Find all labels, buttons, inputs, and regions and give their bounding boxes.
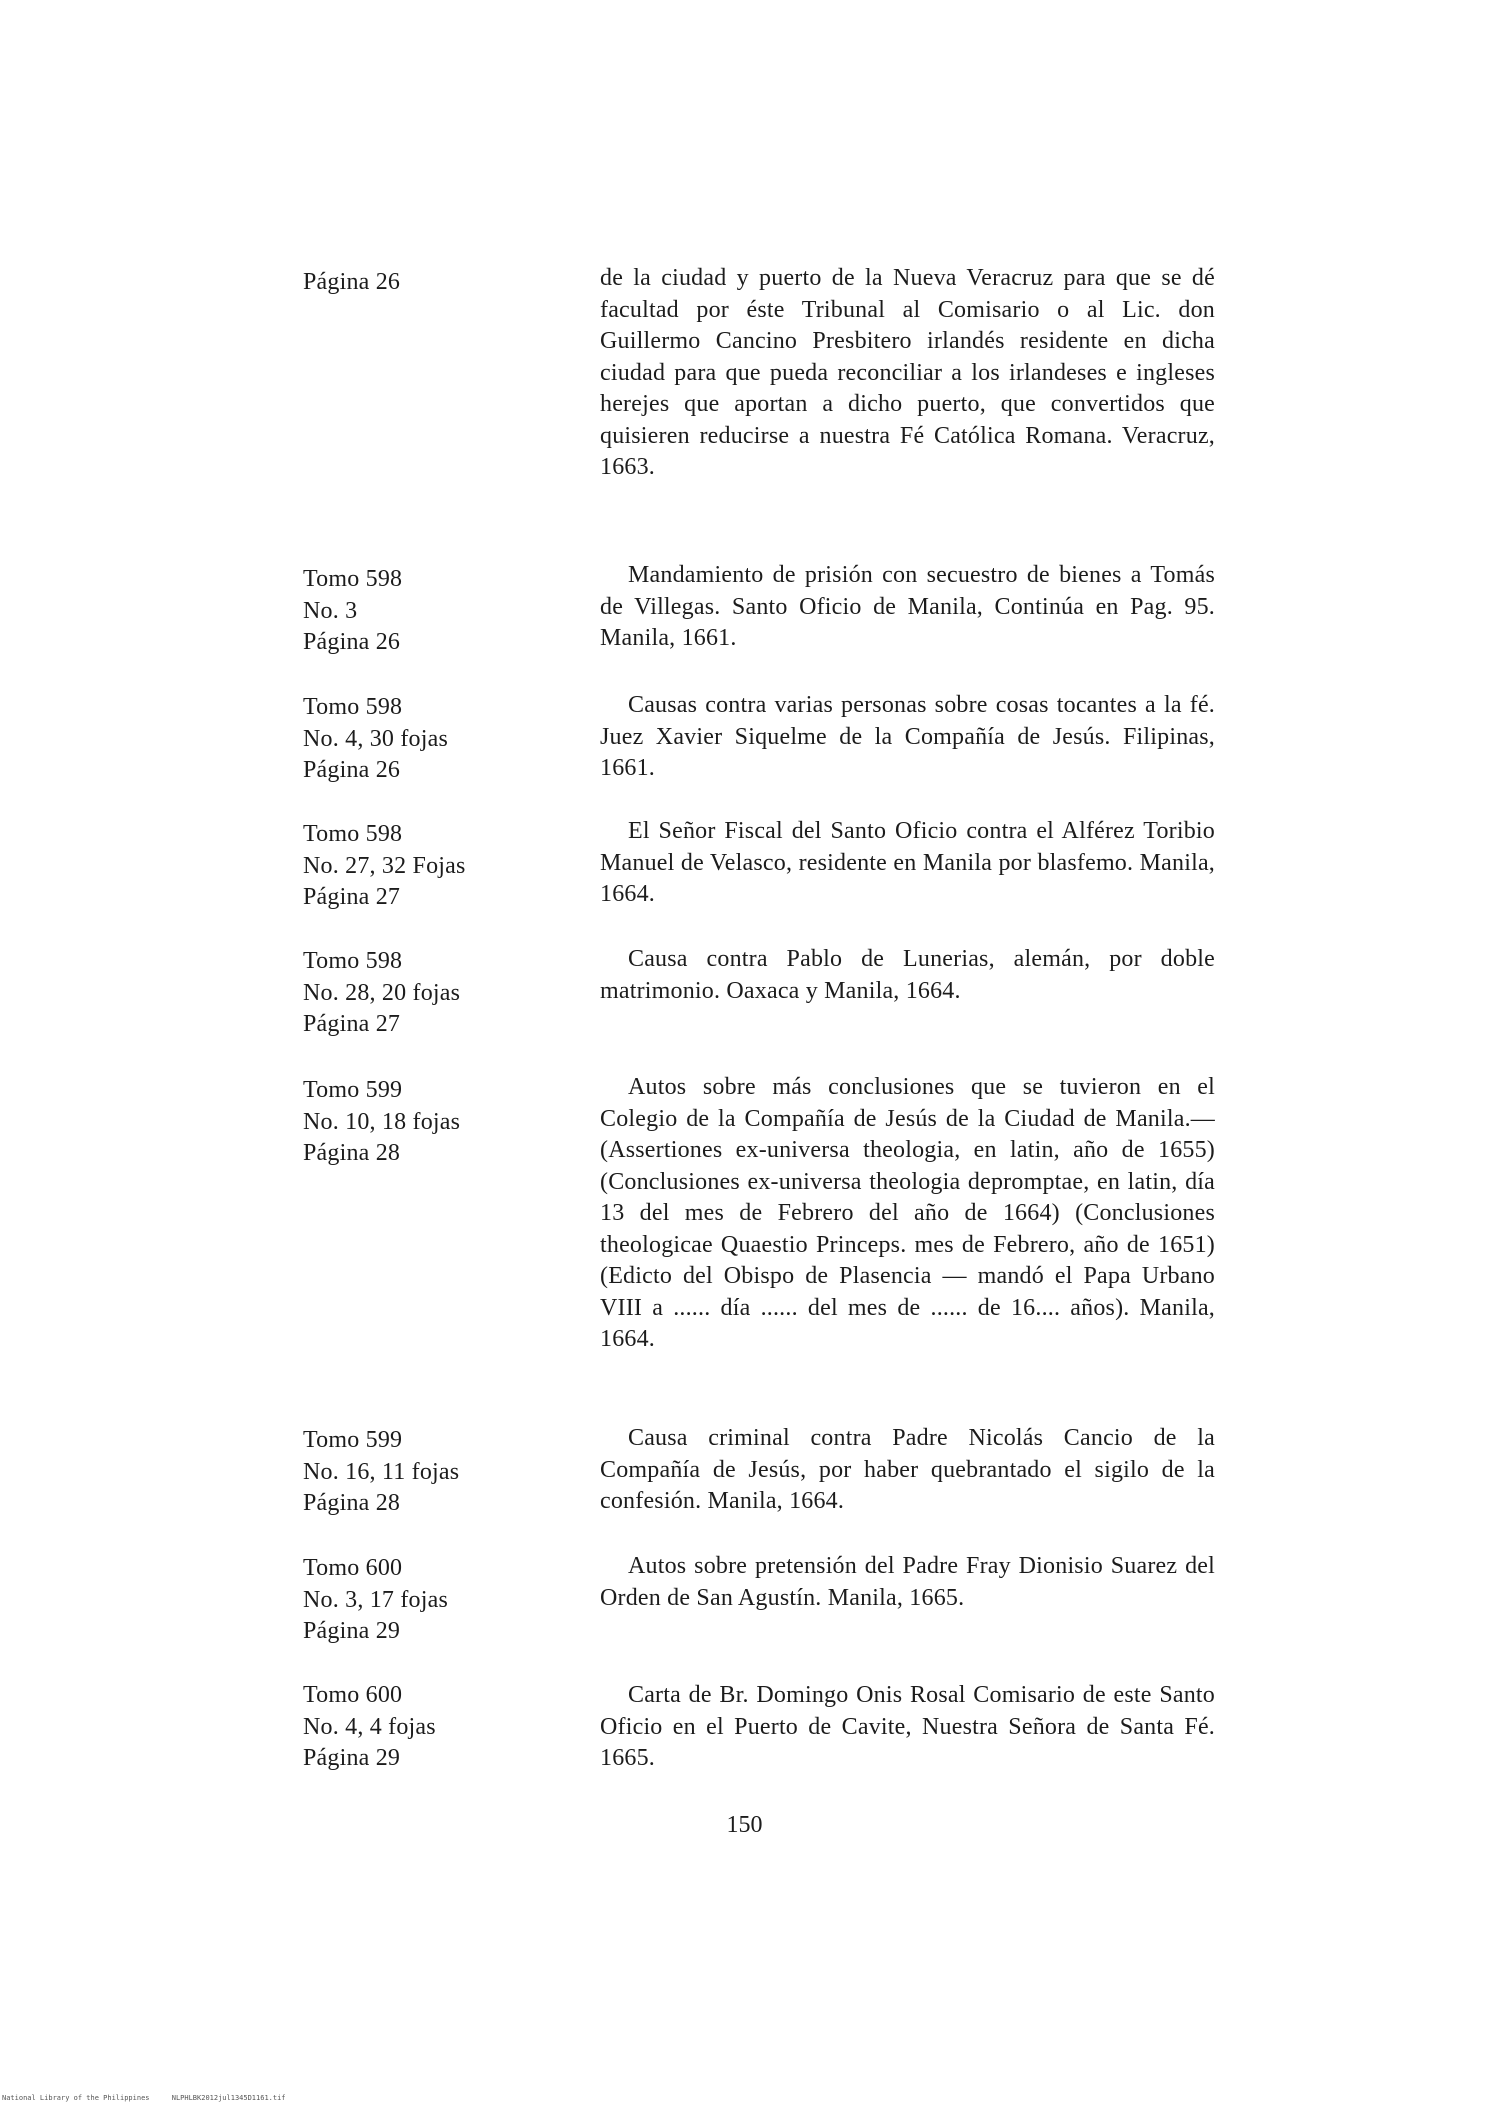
entry-description xyxy=(600,1551,1215,1614)
reference-line: No. 16, 11 fojas xyxy=(303,1458,460,1485)
reference-line: No. 27, 32 Fojas xyxy=(303,852,466,879)
page-number: 150 xyxy=(726,1812,763,1838)
entry-reference xyxy=(303,946,563,1041)
description-text: El Señor Fiscal del Santo Oficio contra el Alférez Toribio Manuel de Velasco, residente en Manila por blasfemo. Manila, 1664. xyxy=(600,818,1215,907)
reference-line: No. 4, 30 fojas xyxy=(303,725,448,752)
entry-reference xyxy=(303,1075,563,1170)
entry-reference xyxy=(303,1553,563,1648)
reference-line: No. 3, 17 fojas xyxy=(303,1586,448,1613)
reference-line: Página 28 xyxy=(303,1490,401,1516)
reference-line: Página 29 xyxy=(303,1745,401,1771)
reference-line: Tomo 600 xyxy=(303,1682,403,1708)
entry-description xyxy=(600,944,1215,1007)
reference-line: Página 26 xyxy=(303,269,401,295)
footer-file: NLPHLBK2012jul1345D1161.tif xyxy=(171,2094,286,2102)
reference-line: Página 29 xyxy=(303,1618,401,1644)
reference-line: Página 27 xyxy=(303,1011,401,1037)
reference-line: Página 26 xyxy=(303,629,401,655)
entry-reference xyxy=(303,1425,563,1520)
entry-description xyxy=(600,263,1215,484)
description-text: Causas contra varias personas sobre cosas tocantes a la fé. Juez Xavier Siquelme de la Compañía de Jesús. Filipinas, 1661. xyxy=(600,692,1215,781)
reference-line: No. 4, 4 fojas xyxy=(303,1713,436,1740)
reference-line: Tomo 598 xyxy=(303,694,403,720)
entry-description xyxy=(600,1423,1215,1518)
reference-line: Tomo 598 xyxy=(303,948,403,974)
entry-description xyxy=(600,560,1215,655)
description-text: Carta de Br. Domingo Onis Rosal Comisario de este Santo Oficio en el Puerto de Cavite, Nuestra Señora de Santa Fé. 1665. xyxy=(600,1682,1215,1771)
entry-reference xyxy=(303,819,563,914)
entry-description xyxy=(600,1680,1215,1775)
entry-reference xyxy=(303,1680,563,1775)
entry-description xyxy=(600,816,1215,911)
entry-description xyxy=(600,1072,1215,1356)
reference-line: Tomo 598 xyxy=(303,821,403,847)
reference-line: Tomo 599 xyxy=(303,1427,403,1453)
description-text: Autos sobre más conclusiones que se tuvieron en el Colegio de la Compañía de Jesús de la Ciudad de Manila.—(Assertiones ex-universa theologia, en latin, año de 1655) (Conclusiones ex-universa theologia depromptae, en latin, día 13 del mes de Febrero del año de 1664) (Conclusiones theologicae Quaestio Princeps. mes de Febrero, año de 1651) (Edicto del Obispo de Plasencia — mandó el Papa Urbano VIII a ...... día ...... del mes de ...... de 16.... años). Manila, 1664. xyxy=(600,1074,1215,1352)
entry-description xyxy=(600,690,1215,785)
reference-line: Página 26 xyxy=(303,757,401,783)
description-text: de la ciudad y puerto de la Nueva Veracruz para que se dé facultad por éste Tribunal al Comisario o al Lic. don Guillermo Cancino Presbitero irlandés residente en dicha ciudad para que pueda reconciliar a los irlandeses e ingleses herejes que aportan a dicho puerto, que convertidos que quisieren reducirse a nuestra Fé Católica Romana. Veracruz, 1663. xyxy=(600,265,1215,480)
entry-reference xyxy=(303,692,563,787)
reference-line: Tomo 599 xyxy=(303,1077,403,1103)
reference-line: Página 27 xyxy=(303,884,401,910)
description-text: Causa criminal contra Padre Nicolás Cancio de la Compañía de Jesús, por haber quebrantado el sigilo de la confesión. Manila, 1664. xyxy=(600,1425,1215,1514)
description-text: Causa contra Pablo de Lunerias, alemán, por doble matrimonio. Oaxaca y Manila, 1664. xyxy=(600,946,1215,1004)
scan-footer xyxy=(2,2094,304,2102)
entry-reference xyxy=(303,564,563,659)
entry-reference xyxy=(303,267,563,299)
reference-line: No. 3 xyxy=(303,597,358,624)
footer-library: National Library of the Philippines xyxy=(2,2094,150,2102)
reference-line: Página 28 xyxy=(303,1140,401,1166)
description-text: Mandamiento de prisión con secuestro de bienes a Tomás de Villegas. Santo Oficio de Manila, Continúa en Pag. 95. Manila, 1661. xyxy=(600,562,1215,651)
reference-line: No. 10, 18 fojas xyxy=(303,1108,461,1135)
reference-line: Tomo 598 xyxy=(303,566,403,592)
description-text: Autos sobre pretensión del Padre Fray Dionisio Suarez del Orden de San Agustín. Manila, 1665. xyxy=(600,1553,1215,1611)
reference-line: No. 28, 20 fojas xyxy=(303,979,461,1006)
reference-line: Tomo 600 xyxy=(303,1555,403,1581)
